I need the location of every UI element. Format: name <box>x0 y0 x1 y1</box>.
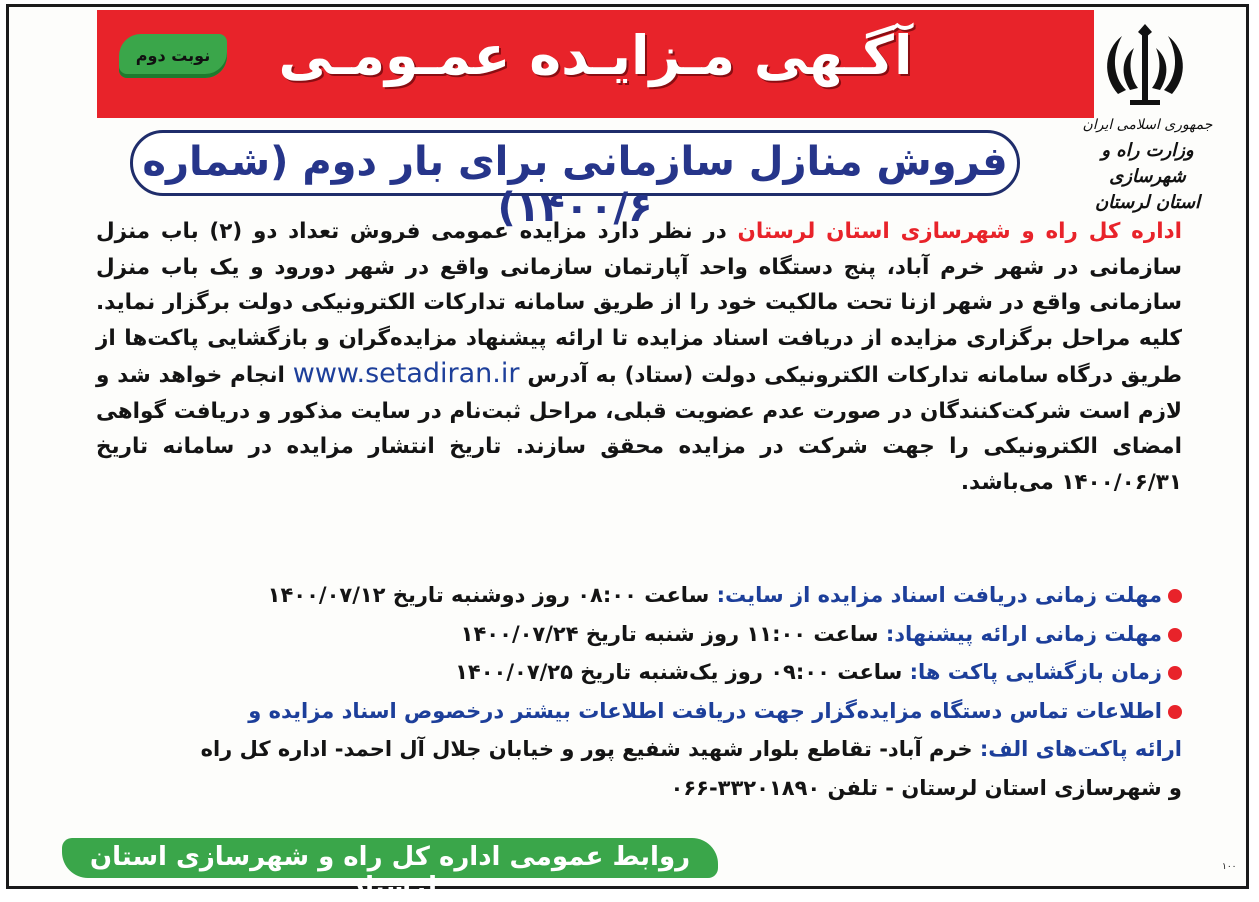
ministry-country: جمهوری اسلامی ایران <box>1082 117 1213 133</box>
organization-name: اداره کل راه و شهرسازی استان لرستان <box>737 219 1182 244</box>
schedule-value: ساعت ۱۱:۰۰ روز شنبه تاریخ ۱۴۰۰/۰۷/۲۴ <box>460 621 886 646</box>
ministry-name: وزارت راه و شهرسازی <box>1101 140 1194 187</box>
list-item <box>96 615 1182 654</box>
body-paragraph-1: در نظر دارد مزایده عمومی فروش تعداد دو (۲) باب منزل سازمانی در شهر خرم آباد، پنج دستگاه واحد آپارتمان سازمانی واقع در شهر دورود و یک باب منزل سازمانی واقع در شهر ازنا تحت مالکیت خود را از طریق سامانه تدارکات الکترونیکی دولت برگزار نماید. کلیه مراحل برگزاری مزایده از دریافت اسناد مزایده تا ارائه پیشنهاد مزایده‌گران و بازگشایی پاکت‌ها از طریق درگاه سامانه تدارکات الکترونیکی دولت (ستاد) به آدرس <box>96 219 1182 388</box>
contact-phone: و شهرسازی استان لرستان - تلفن ۳۳۲۰۱۸۹۰-۰۶۶ <box>670 775 1182 800</box>
notice-body <box>96 214 1182 500</box>
bullet-icon <box>1168 705 1182 719</box>
schedule-label: مهلت زمانی دریافت اسناد مزایده از سایت: <box>716 583 1162 607</box>
notice-title: آگـهی مـزایـده عمـومـی <box>278 24 913 87</box>
contact-line <box>96 730 1182 769</box>
list-item <box>96 653 1182 692</box>
schedule-value: ساعت ۰۸:۰۰ روز دوشنبه تاریخ ۱۴۰۰/۰۷/۱۲ <box>267 583 717 607</box>
header-band <box>97 10 1094 118</box>
contact-sublabel: ارائه پاکت‌های الف: <box>979 737 1182 761</box>
contact-address: خرم آباد- تقاطع بلوار شهید شفیع پور و خیابان جلال آل احمد- اداره کل راه <box>200 737 980 761</box>
emblem-icon <box>1100 24 1190 110</box>
ministry-province: استان لرستان <box>1094 192 1201 213</box>
bullet-icon <box>1168 666 1182 680</box>
round-badge: نوبت دوم <box>119 34 227 78</box>
footer-band <box>62 838 718 902</box>
schedule-list <box>96 576 1182 807</box>
body-paragraph-2: انجام خواهد شد و لازم است شرکت‌کنندگان در صورت عدم عضویت قبلی، مراحل ثبت‌نام در سایت مذکور و دریافت گواهی امضای الکترونیکی را جهت شرکت در مزایده محقق سازند. تاریخ انتشار مزایده در سامانه تاریخ ۱۴۰۰/۰۶/۳۱ می‌باشد. <box>96 363 1182 495</box>
bullet-icon <box>1168 589 1182 603</box>
contact-line <box>96 769 1182 808</box>
schedule-value: ساعت ۰۹:۰۰ روز یک‌شنبه تاریخ ۱۴۰۰/۰۷/۲۵ <box>455 660 910 684</box>
list-item <box>96 692 1182 731</box>
schedule-label: مهلت زمانی ارائه پیشنهاد: <box>885 621 1162 646</box>
bullet-icon <box>1168 628 1182 642</box>
contact-label: اطلاعات تماس دستگاه مزایده‌گزار جهت دریافت اطلاعات بیشتر درخصوص اسناد مزایده و <box>248 698 1162 723</box>
page-number: ۱۰۰ <box>1222 862 1237 872</box>
website-link[interactable]: www.setadiran.ir <box>292 358 520 389</box>
subtitle-box <box>130 130 1020 231</box>
notice-subtitle: فروش منازل سازمانی برای بار دوم (شماره ۱۴۰۰/۶) <box>142 139 1008 231</box>
list-item <box>96 576 1182 615</box>
footer-text: روابط عمومی اداره کل راه و شهرسازی استان لرستان <box>89 842 691 902</box>
schedule-label: زمان بازگشایی پاکت ها: <box>909 660 1162 684</box>
ministry-label <box>1065 112 1230 216</box>
